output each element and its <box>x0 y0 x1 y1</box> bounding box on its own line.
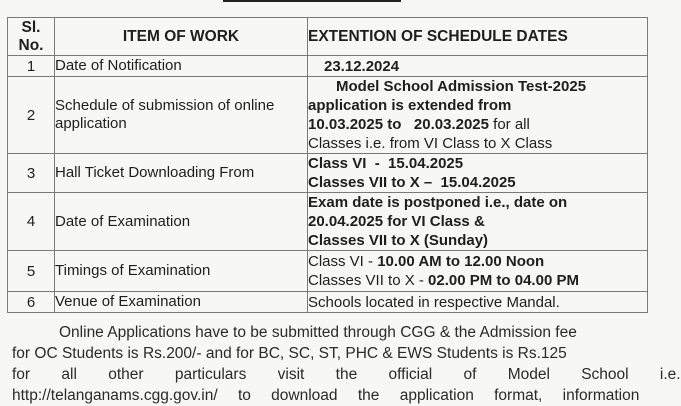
value-line: Class VI - 15.04.2025 <box>308 155 464 172</box>
row-sl: 1 <box>8 56 55 77</box>
paragraph-line: for OC Students is Rs.200/- and for BC, SC, ST, PHC & EWS Students is Rs.125 <box>12 345 567 362</box>
table-row <box>8 154 648 193</box>
table-row <box>8 251 648 292</box>
row-item-line: Schedule of submission of online <box>55 97 275 114</box>
header-item-of-work: ITEM OF WORK <box>55 18 308 56</box>
paragraph-line: for all other particulars visit the official of Model School i.e. <box>12 366 681 383</box>
row-sl: 4 <box>8 193 55 251</box>
title-underline <box>223 0 401 2</box>
header-sl-no <box>8 18 55 56</box>
header-sl-line1: Sl. <box>21 18 41 36</box>
extension-dates: 10.03.2025 to 20.03.2025 <box>308 116 489 133</box>
instructions-paragraph <box>12 322 681 406</box>
row-value <box>308 77 648 154</box>
timing-label: Class VI - <box>308 253 378 270</box>
schedule-table <box>7 17 648 313</box>
row-sl: 5 <box>8 251 55 292</box>
value-line: for all <box>488 116 530 133</box>
row-value <box>308 154 648 193</box>
row-value <box>308 56 648 77</box>
row-value <box>308 193 648 251</box>
table-row <box>8 292 648 313</box>
timing-label: Classes VII to X - <box>308 272 429 289</box>
timing-value: 10.00 AM to 12.00 Noon <box>377 253 545 270</box>
value-line: Classes i.e. from VI Class to X Class <box>308 135 553 152</box>
row-value <box>308 251 648 292</box>
row-sl: 3 <box>8 154 55 193</box>
row-item <box>55 77 308 154</box>
row-sl: 6 <box>8 292 55 313</box>
paragraph-line: Online Applications have to be submitted through CGG & the Admission fee <box>59 324 577 341</box>
row-item: Venue of Examination <box>55 292 308 313</box>
notification-date: 23.12.2024 <box>324 57 400 75</box>
table-header-row <box>8 18 648 56</box>
paragraph-line: http://telanganams.cgg.gov.in/ to download the application format, information <box>12 387 640 404</box>
value-line: Exam date is postponed i.e., date on <box>308 194 568 211</box>
value-line: 20.04.2025 for VI Class & <box>308 213 485 230</box>
value-line: application is extended from <box>308 97 512 114</box>
row-item: Date of Notification <box>55 56 308 77</box>
row-value: Schools located in respective Mandal. <box>308 292 648 313</box>
value-line: Model School Admission Test-2025 <box>336 78 587 95</box>
header-sl-line2: No. <box>18 36 44 54</box>
value-line: Classes VII to X – 15.04.2025 <box>308 174 516 191</box>
timing-value: 02.00 PM to 04.00 PM <box>428 272 579 289</box>
table-row <box>8 56 648 77</box>
row-item: Timings of Examination <box>55 251 308 292</box>
row-item-line: application <box>55 115 127 132</box>
row-item: Date of Examination <box>55 193 308 251</box>
row-item: Hall Ticket Downloading From <box>55 154 308 193</box>
table-row <box>8 193 648 251</box>
value-line: Classes VII to X (Sunday) <box>308 232 489 249</box>
row-sl: 2 <box>8 77 55 154</box>
table-row <box>8 77 648 154</box>
header-extension-dates: EXTENTION OF SCHEDULE DATES <box>308 18 648 56</box>
